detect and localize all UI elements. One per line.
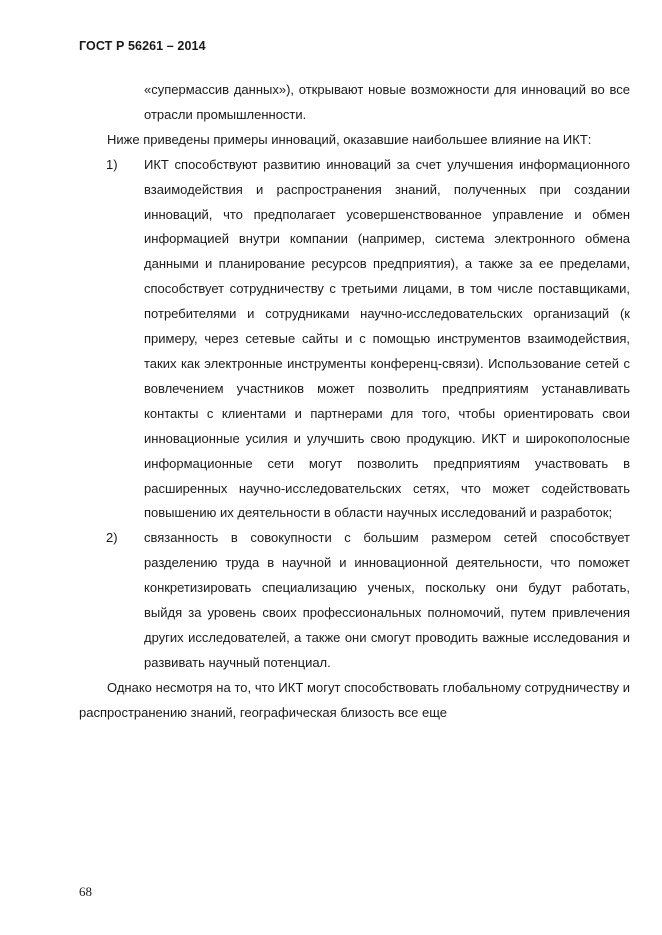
list-item-number: 2) (106, 530, 118, 546)
page-number: 68 (79, 884, 92, 899)
list-item (79, 153, 630, 527)
list-item-text: связанность в совокупности с большим размером сетей способствует разделению труда в научной и инновационной деятельности, что поможет конкретизировать специализацию ученых, поскольку они будут работать, выйдя за уровень своих профессиональных полномочий, путем привлечения других исследователей, а также они смогут проводить важные исследования и развивать научный потенциал. (144, 530, 630, 670)
list-item-text: ИКТ способствуют развитию инноваций за счет улучшения информационного взаимодействия и распространения знаний, полученных при создании инноваций, что предполагает усовершенствованное управление и обмен информацией внутри компании (например, система электронного обмена данными и планирование ресурсов предприятия), а также за ее пределами, способствует сотрудничеству с третьими лицами, в том числе поставщиками, потребителями и сотрудниками научно-исследовательских организаций (к примеру, через сетевые сайты и с помощью инструментов взаимодействия, таких как электронные инструменты конференц-связи). Использование сетей с вовлечением участников может позволить предприятиям устанавливать контакты с клиентами и партнерами для того, чтобы ориентировать свои инновационные усилия и улучшить свою продукцию. ИКТ и широкополосные информационные сети могут позволить предприятиям участвовать в расширенных научно-исследовательских сетях, что может содействовать повышению их деятельности в области научных исследований и разработок; (144, 156, 630, 521)
intro-paragraph: Ниже приведены примеры инноваций, оказавшие наибольшее влияние на ИКТ: (107, 131, 592, 147)
list-item-number: 1) (106, 156, 118, 172)
document-header: ГОСТ Р 56261 – 2014 (79, 39, 206, 53)
document-body (79, 78, 630, 726)
continuation-paragraph: «супермассив данных»), открывают новые возможности для инноваций во все отрасли промышленности. (144, 82, 630, 122)
closing-paragraph: Однако несмотря на то, что ИКТ могут способствовать глобальному сотрудничеству и распространению знаний, географическая близость все еще (79, 679, 630, 720)
list-item (79, 526, 630, 675)
